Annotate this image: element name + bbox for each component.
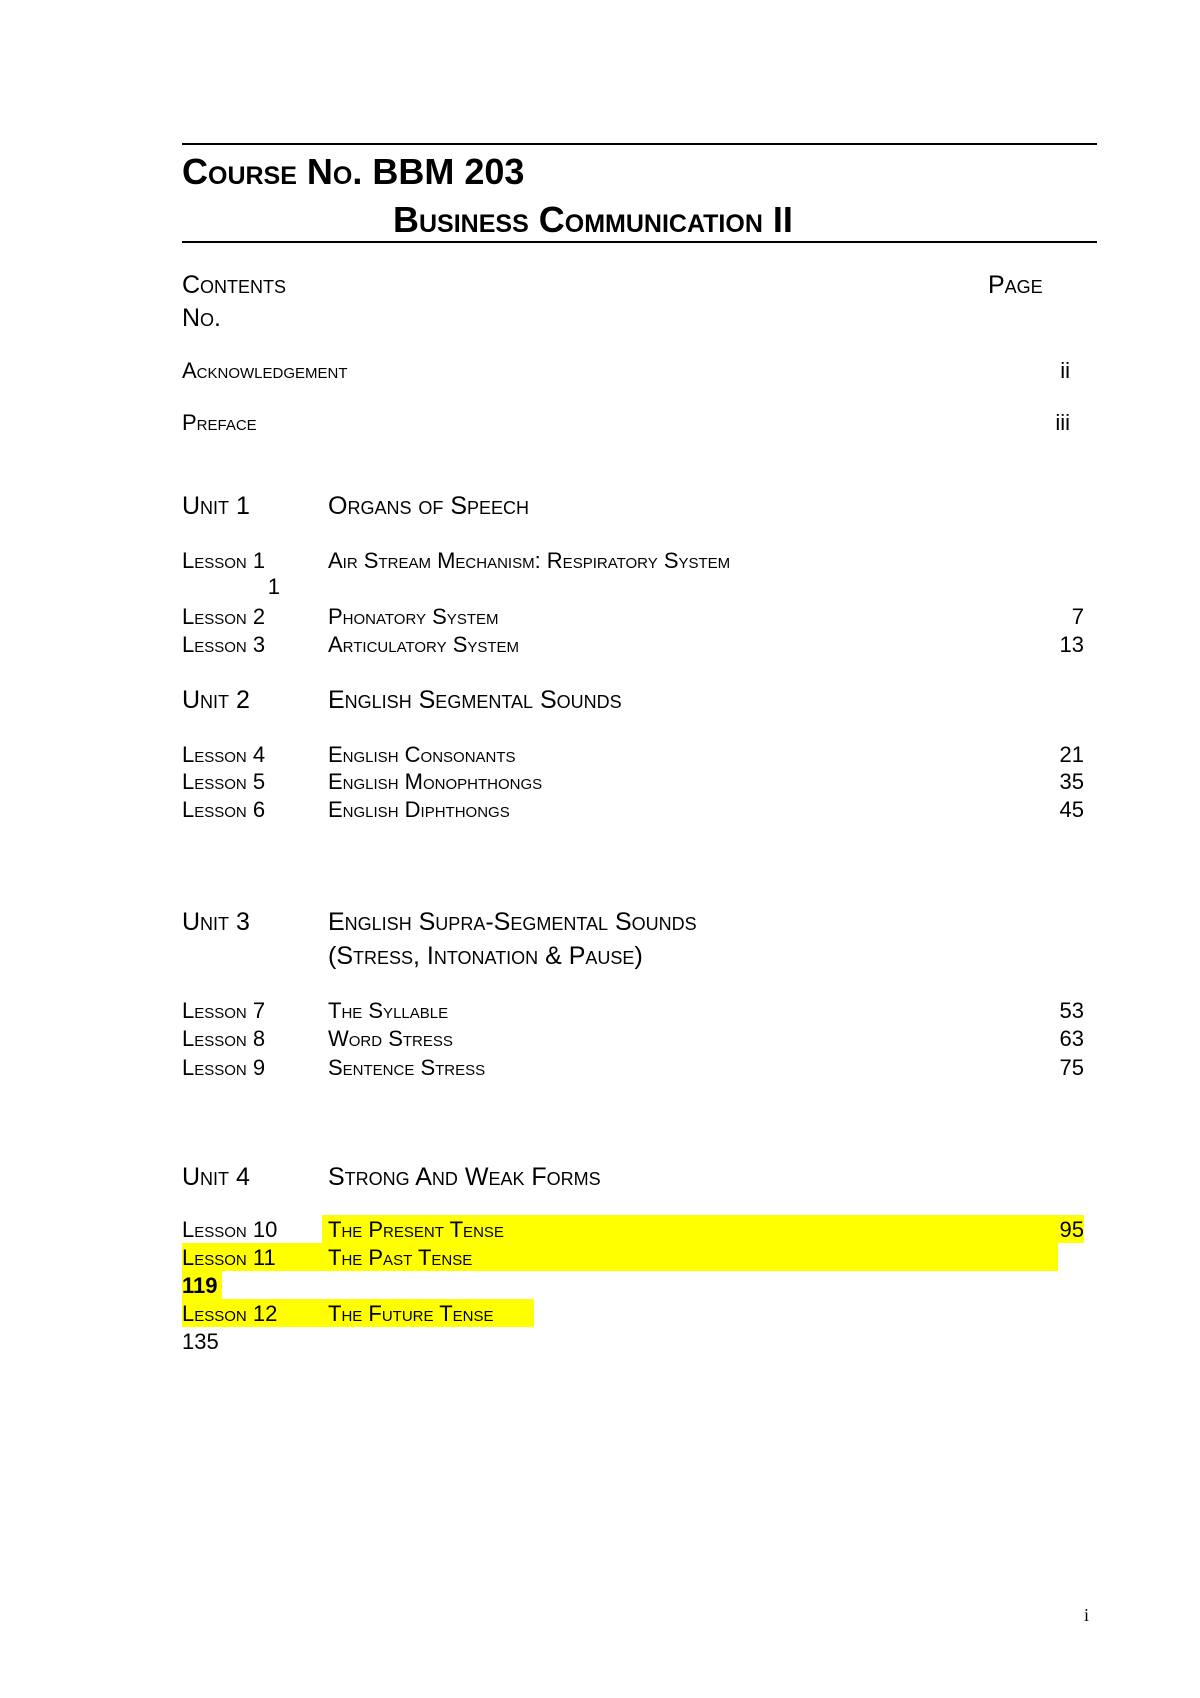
lesson-10-label: Lesson 10 [182, 1217, 278, 1242]
lesson-2-page: 7 [1071, 604, 1084, 629]
page-label: Page [988, 271, 1043, 299]
unit-4-title: Strong And Weak Forms [328, 1163, 601, 1191]
acknowledgement-page: ii [1060, 358, 1070, 383]
lesson-9-label: Lesson 9 [182, 1055, 266, 1080]
lesson-8-title: Word Stress [328, 1026, 453, 1051]
highlight-lesson-11 [182, 1243, 1058, 1271]
lesson-12-page: 135 [182, 1329, 219, 1354]
lesson-12-title: The Future Tense [328, 1301, 494, 1326]
lesson-3-title: Articulatory System [328, 632, 520, 657]
lesson-7-label: Lesson 7 [182, 998, 266, 1023]
lesson-3-label: Lesson 3 [182, 632, 266, 657]
lesson-11-title: The Past Tense [328, 1245, 473, 1270]
lesson-9-page: 75 [1059, 1055, 1084, 1080]
lesson-2-label: Lesson 2 [182, 604, 266, 629]
lesson-7-page: 53 [1059, 998, 1084, 1023]
lesson-9-title: Sentence Stress [328, 1055, 486, 1080]
lesson-1-label: Lesson 1 [182, 548, 266, 573]
lesson-4-title: English Consonants [328, 742, 516, 767]
course-title: Course No. BBM 203 [182, 151, 525, 192]
lesson-2-title: Phonatory System [328, 604, 499, 629]
unit-3-label: Unit 3 [182, 908, 250, 936]
lesson-12-label: Lesson 12 [182, 1301, 278, 1326]
unit-1-label: Unit 1 [182, 492, 250, 520]
lesson-4-label: Lesson 4 [182, 742, 266, 767]
lesson-6-page: 45 [1059, 797, 1084, 822]
lesson-5-label: Lesson 5 [182, 769, 266, 794]
lesson-1-page: 1 [267, 574, 280, 599]
unit-3-title: English Supra-Segmental Sounds [328, 908, 697, 936]
lesson-7-title: The Syllable [328, 998, 449, 1023]
unit-2-label: Unit 2 [182, 686, 250, 714]
unit-4-label: Unit 4 [182, 1163, 250, 1191]
lesson-8-label: Lesson 8 [182, 1026, 266, 1051]
lesson-1-title: Air Stream Mechanism: Respiratory System [328, 548, 731, 573]
lesson-5-title: English Monophthongs [328, 769, 543, 794]
lesson-5-page: 35 [1059, 769, 1084, 794]
bottom-rule [182, 241, 1097, 243]
lesson-6-title: English Diphthongs [328, 797, 510, 822]
preface-page: iii [1055, 410, 1070, 435]
lesson-11-page: 119 [182, 1273, 218, 1298]
lesson-8-page: 63 [1059, 1026, 1084, 1051]
lesson-10-title: The Present Tense [328, 1217, 504, 1242]
lesson-10-page: 95 [1059, 1217, 1084, 1242]
page-no-label: No. [182, 304, 222, 332]
lesson-3-page: 13 [1059, 632, 1084, 657]
course-subtitle: Business Communication II [393, 199, 793, 240]
contents-label: Contents [182, 271, 287, 299]
footer-page-number: i [1084, 1605, 1090, 1625]
unit-1-title: Organs of Speech [328, 492, 530, 520]
lesson-4-page: 21 [1059, 742, 1084, 767]
unit-3-subtitle: (Stress, Intonation & Pause) [328, 942, 643, 970]
lesson-11-label: Lesson 11 [182, 1245, 276, 1270]
lesson-6-label: Lesson 6 [182, 797, 266, 822]
top-rule [182, 143, 1097, 145]
preface-label: Preface [182, 410, 257, 435]
unit-2-title: English Segmental Sounds [328, 686, 622, 714]
acknowledgement-label: Acknowledgement [182, 358, 348, 383]
